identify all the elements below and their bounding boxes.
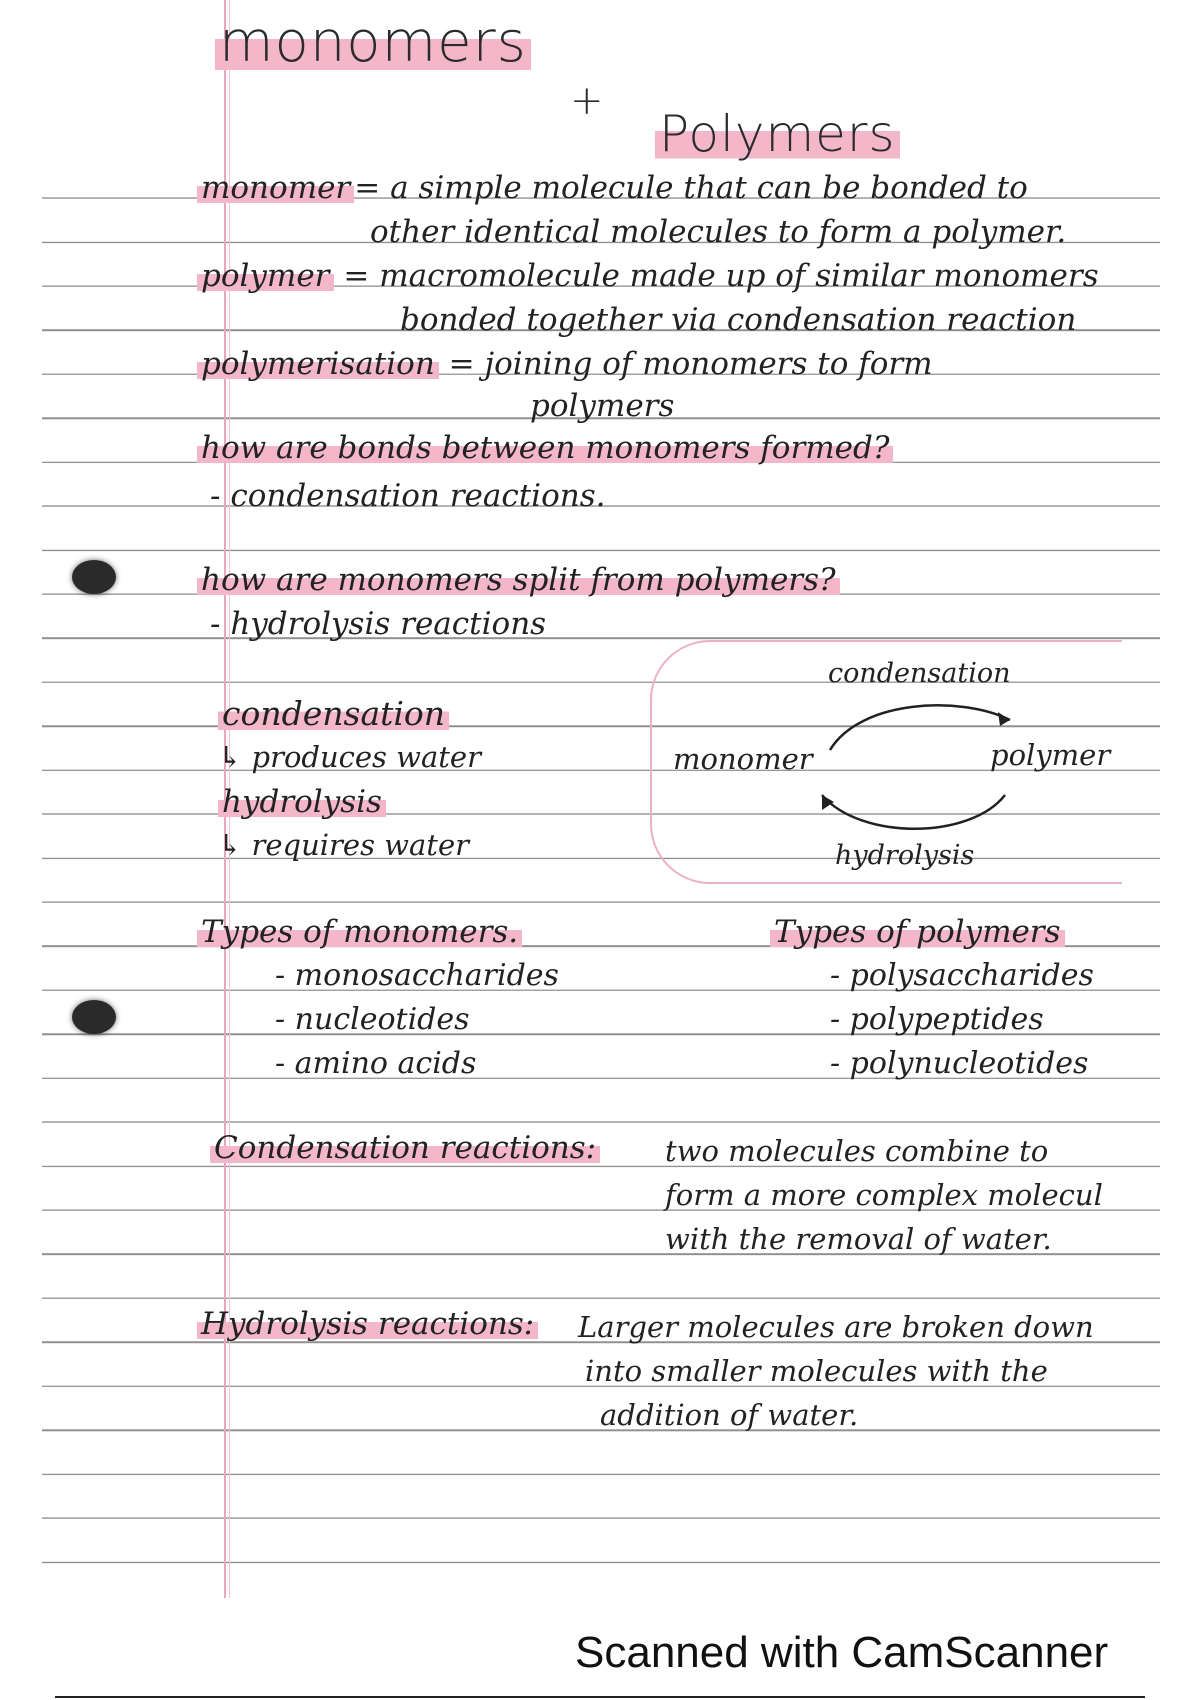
question-bonds-formed: how are bonds between monomers formed?: [197, 430, 893, 466]
answer-monomers-split: - hydrolysis reactions: [210, 606, 547, 642]
answer-bonds-formed: - condensation reactions.: [210, 478, 606, 514]
cycle-label-condensation: condensation: [828, 658, 1011, 689]
polymer-type-item: - polynucleotides: [830, 1046, 1089, 1081]
hydrolysis-def-line: into smaller molecules with the: [585, 1354, 1048, 1388]
def-polymer-cont: bonded together via condensation reaction: [400, 302, 1077, 338]
hydrolysis-def-line: Larger molecules are broken down: [578, 1310, 1094, 1344]
condensation-def-line: form a more complex molecul: [665, 1178, 1103, 1212]
arrow-condensation: [830, 705, 1010, 750]
def-polymer: polymer = macromolecule made up of similar monomers: [197, 258, 1099, 294]
hydrolysis-def-line: addition of water.: [600, 1398, 859, 1432]
condensation-def-line: with the removal of water.: [665, 1222, 1052, 1256]
monomer-type-item: - nucleotides: [275, 1002, 470, 1037]
title-monomers: monomers: [215, 10, 531, 75]
monomer-types-heading: Types of monomers.: [197, 914, 522, 950]
def-polymerisation-cont: polymers: [530, 388, 675, 424]
def-monomer-cont: other identical molecules to form a polymer.: [370, 214, 1067, 250]
cycle-arrows: [800, 690, 1030, 840]
polymer-type-item: - polypeptides: [830, 1002, 1044, 1037]
polymer-types-heading: Types of polymers: [770, 914, 1065, 950]
condensation-reactions-term: Condensation reactions:: [210, 1130, 600, 1166]
process-condensation-note: ↳ produces water: [218, 740, 481, 774]
arrowhead-hydrolysis: [822, 795, 834, 810]
title-plus: +: [570, 78, 605, 124]
cycle-label-polymer: polymer: [990, 738, 1111, 772]
monomer-type-item: - monosaccharides: [275, 958, 559, 993]
title-polymers: Polymers: [655, 105, 900, 163]
process-hydrolysis-note: ↳ requires water: [218, 828, 469, 862]
punch-hole-bottom: [72, 1000, 116, 1034]
question-monomers-split: how are monomers split from polymers?: [197, 562, 840, 598]
polymer-type-item: - polysaccharides: [830, 958, 1094, 993]
arrow-hydrolysis: [822, 795, 1005, 829]
process-condensation: condensation: [218, 694, 449, 733]
cycle-label-monomer: monomer: [673, 742, 813, 776]
arrowhead-condensation: [998, 712, 1010, 726]
monomer-type-item: - amino acids: [275, 1046, 477, 1081]
hydrolysis-reactions-term: Hydrolysis reactions:: [197, 1306, 538, 1342]
camscanner-watermark: Scanned with CamScanner: [575, 1628, 1109, 1677]
condensation-def-line: two molecules combine to: [665, 1134, 1049, 1168]
process-hydrolysis: hydrolysis: [218, 784, 386, 820]
punch-hole-top: [72, 560, 116, 594]
cycle-label-hydrolysis: hydrolysis: [835, 840, 975, 871]
def-monomer: monomer = a simple molecule that can be bonded to: [197, 170, 1028, 206]
def-polymerisation: polymerisation = joining of monomers to form: [197, 346, 933, 382]
footer-rule: [55, 1696, 1145, 1698]
